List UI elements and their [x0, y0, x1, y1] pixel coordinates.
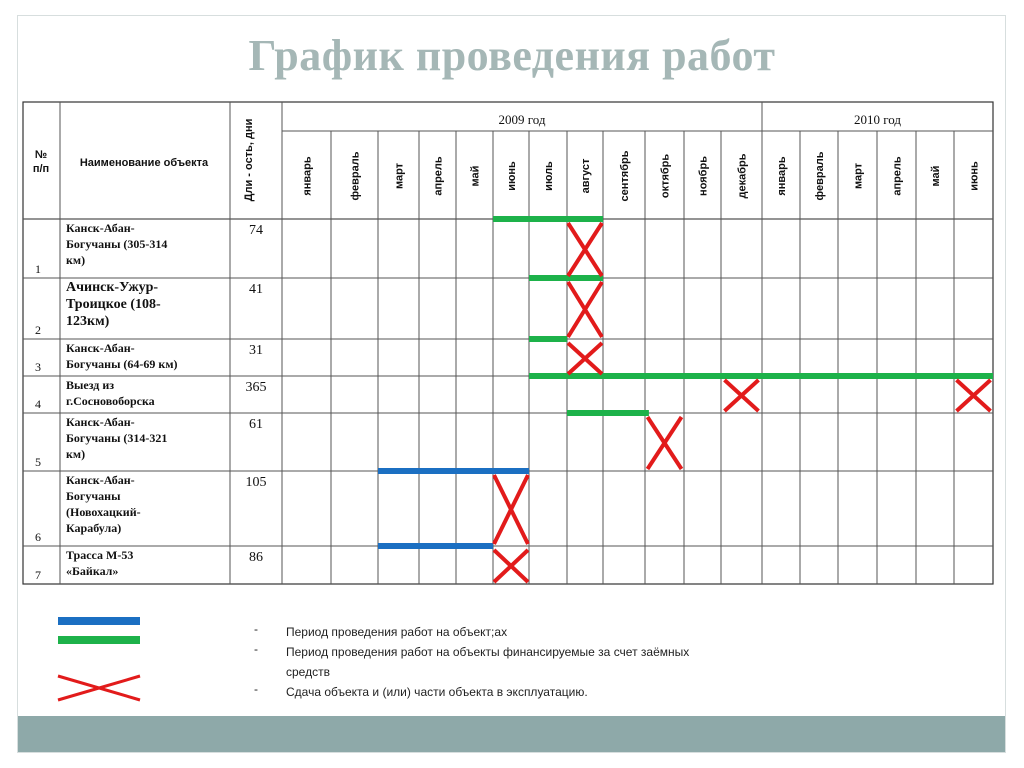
row-number: 6 — [35, 530, 41, 544]
month-label: апрель — [432, 156, 445, 196]
gantt-bar-row-5 — [567, 410, 649, 416]
gantt-bar-row-2 — [529, 275, 603, 281]
row-days: 31 — [249, 343, 263, 358]
month-label: сентябрь — [619, 150, 631, 202]
row-name-line: «Байкал» — [66, 564, 119, 578]
gantt-bar-row-1 — [493, 216, 603, 222]
completion-mark-row-1 — [568, 223, 602, 276]
legend-swatch-blue — [58, 617, 140, 625]
row-name-line: г.Сосновоборска — [66, 394, 155, 408]
month-label: март — [393, 162, 406, 190]
row-name-line: Канск-Абан- — [66, 221, 135, 235]
row-number: 7 — [35, 568, 41, 582]
completion-mark-row-4 — [957, 380, 991, 411]
row-number: 5 — [35, 455, 41, 469]
row-name-line: 123км) — [66, 314, 110, 329]
row-name-line: Канск-Абан- — [66, 341, 135, 355]
month-label: февраль — [349, 151, 362, 201]
header-duration: Дли - ость, дни — [243, 118, 255, 202]
row-name-line: Выезд из — [66, 378, 115, 392]
month-label: январь — [776, 156, 788, 196]
legend-text: Период проведения работ на объекты финансируемые за счет заёмных средств — [286, 645, 690, 679]
row-days: 86 — [249, 550, 263, 565]
month-label: июнь — [968, 161, 981, 191]
row-number: 1 — [35, 262, 41, 276]
month-label: август — [580, 158, 592, 194]
month-label: май — [930, 165, 942, 187]
row-name-line: Богучаны (314-321 — [66, 431, 168, 445]
completion-mark-row-3 — [568, 343, 602, 374]
row-days: 61 — [249, 417, 263, 432]
month-label: декабрь — [736, 153, 749, 199]
slide-title: График проведения работ — [248, 31, 776, 80]
month-label: апрель — [891, 156, 904, 196]
row-number: 3 — [35, 360, 41, 374]
header-num-2: п/п — [32, 163, 50, 175]
month-label: октябрь — [659, 153, 672, 199]
legend-dash: - — [254, 622, 258, 636]
month-label: июнь — [506, 161, 518, 191]
gantt-bar-row-7 — [378, 543, 493, 549]
legend-dash: - — [254, 682, 258, 696]
bottom-band — [18, 716, 1005, 752]
row-days: 105 — [245, 475, 267, 490]
header-name: Наименование объекта — [79, 157, 209, 169]
row-days: 365 — [245, 380, 267, 395]
row-name-line: Канск-Абан- — [66, 415, 135, 429]
row-number: 2 — [35, 323, 41, 337]
month-label: март — [852, 162, 865, 190]
row-name-line: Карабула) — [66, 521, 122, 535]
completion-mark-row-6 — [494, 475, 528, 544]
month-label: июль — [543, 161, 555, 191]
year-label: 2010 год — [854, 112, 901, 127]
completion-mark-row-5 — [648, 417, 682, 469]
row-name-line: Богучаны (64-69 км) — [66, 357, 178, 371]
completion-mark-row-4 — [725, 380, 759, 411]
month-label: май — [469, 165, 482, 187]
row-name-line: Трасса М-53 — [66, 548, 134, 562]
month-label: январь — [301, 156, 314, 196]
month-label: ноябрь — [697, 156, 710, 196]
year-label: 2009 год — [498, 112, 546, 127]
header-num: № — [34, 149, 48, 161]
row-name-line: Богучаны (305-314 — [66, 237, 168, 251]
gantt-bar-row-4 — [529, 373, 993, 379]
gantt-bar-row-3 — [529, 336, 567, 342]
row-name-line: Канск-Абан- — [66, 473, 135, 487]
row-name-line: Троицкое (108- — [66, 297, 161, 312]
row-name-line: Ачинск-Ужур- — [66, 280, 159, 295]
row-days: 41 — [249, 282, 263, 297]
row-name-line: км) — [66, 253, 86, 267]
gantt-bars — [378, 216, 993, 549]
row-name-line: км) — [66, 447, 86, 461]
row-number: 4 — [35, 397, 41, 411]
legend-dash: - — [254, 642, 258, 656]
legend-swatch-red-x — [58, 676, 140, 700]
completion-mark-row-2 — [568, 282, 602, 337]
legend-swatch-green — [58, 636, 140, 644]
month-label: февраль — [814, 151, 826, 201]
legend-text: Период проведения работ на объект;ах — [286, 625, 508, 639]
row-days: 74 — [249, 223, 263, 238]
row-name-line: (Новохацкий- — [66, 505, 141, 519]
legend-text: Сдача объекта и (или) части объекта в эксплуатацию. — [286, 685, 588, 699]
row-name-line: Богучаны — [66, 489, 121, 503]
gantt-bar-row-6 — [378, 468, 529, 474]
completion-mark-row-7 — [494, 550, 528, 582]
legend-swatches — [58, 617, 140, 700]
